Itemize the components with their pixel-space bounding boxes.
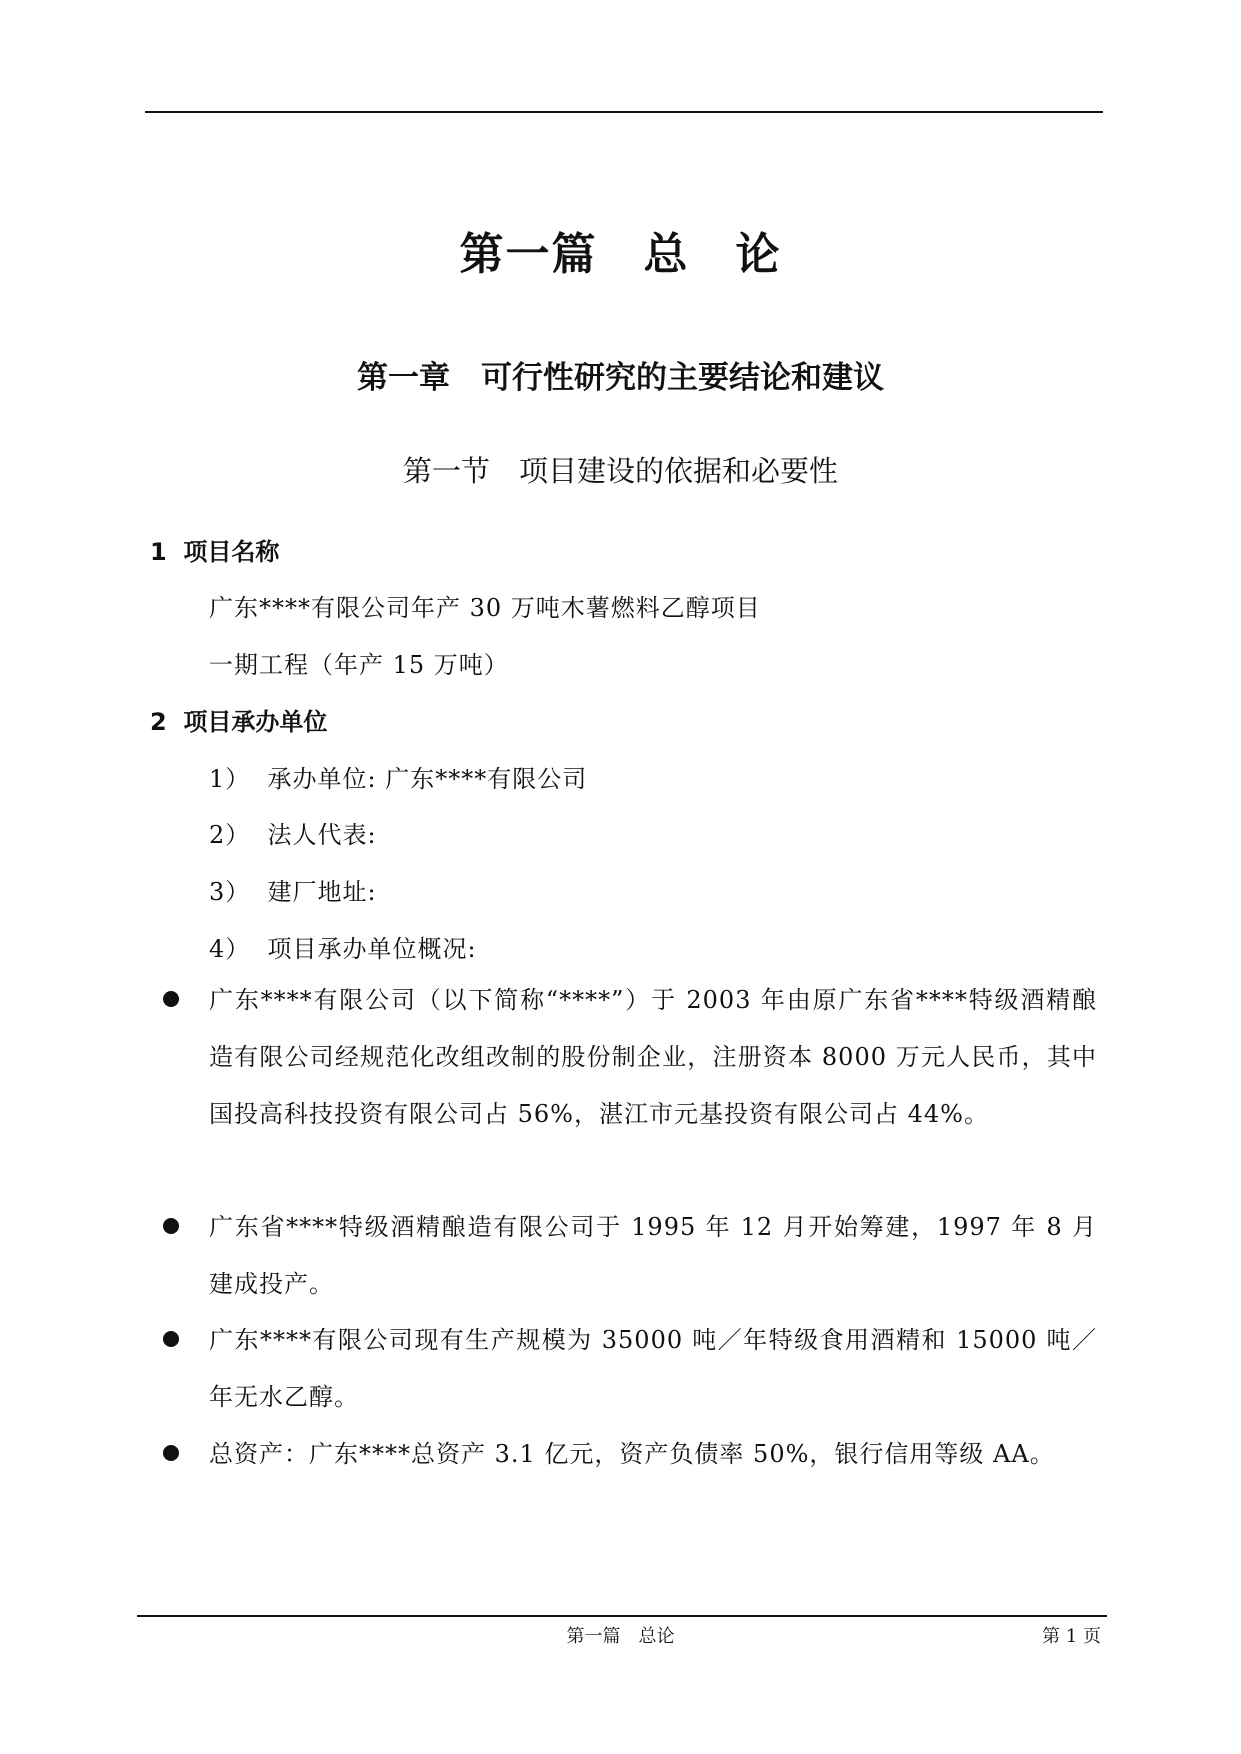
heading-project-name: 1 项目名称 bbox=[150, 538, 280, 566]
bullet-paragraph: 广东****有限公司（以下简称“****”）于 2003 年由原广东省****特级酒精酿造有限公司经规范化改组改制的股份制企业，注册资本 8000 万元人民币，其中国投高科技投资有限公司占 56%，湛江市元基投资有限公司占 44%。 bbox=[209, 986, 1097, 1128]
chapter-title: 第一章 可行性研究的主要结论和建议 bbox=[357, 360, 884, 396]
part-title: 第一篇 总 论 bbox=[459, 229, 782, 280]
sponsor-item: 3） 建厂地址: bbox=[209, 878, 377, 906]
project-name-line: 广东****有限公司年产 30 万吨木薯燃料乙醇项目 bbox=[209, 594, 761, 622]
bullet-paragraph: 广东省****特级酒精酿造有限公司于 1995 年 12 月开始筹建，1997 年 8 月建成投产。 bbox=[209, 1213, 1097, 1298]
sponsor-item: 2） 法人代表: bbox=[209, 821, 377, 849]
heading-project-sponsor: 2 项目承办单位 bbox=[150, 708, 328, 736]
header-rule bbox=[145, 111, 1103, 113]
footer-rule bbox=[137, 1615, 1107, 1617]
footer-title: 第一篇 总论 bbox=[566, 1626, 675, 1647]
bullet-paragraph: 广东****有限公司现有生产规模为 35000 吨／年特级食用酒精和 15000 吨／年无水乙醇。 bbox=[209, 1326, 1097, 1411]
bullet-icon bbox=[163, 991, 179, 1007]
bullet-icon bbox=[163, 1218, 179, 1234]
bullet-icon bbox=[163, 1331, 179, 1347]
sponsor-item: 1） 承办单位: 广东****有限公司 bbox=[209, 765, 588, 793]
page-number: 第 1 页 bbox=[1042, 1626, 1101, 1647]
bullet-icon bbox=[163, 1445, 179, 1461]
section-title: 第一节 项目建设的依据和必要性 bbox=[402, 454, 838, 488]
sponsor-item: 4） 项目承办单位概况: bbox=[209, 935, 477, 963]
bullet-paragraph: 总资产：广东****总资产 3.1 亿元，资产负债率 50%，银行信用等级 AA。 bbox=[209, 1440, 1055, 1468]
project-phase-line: 一期工程（年产 15 万吨） bbox=[209, 651, 509, 679]
